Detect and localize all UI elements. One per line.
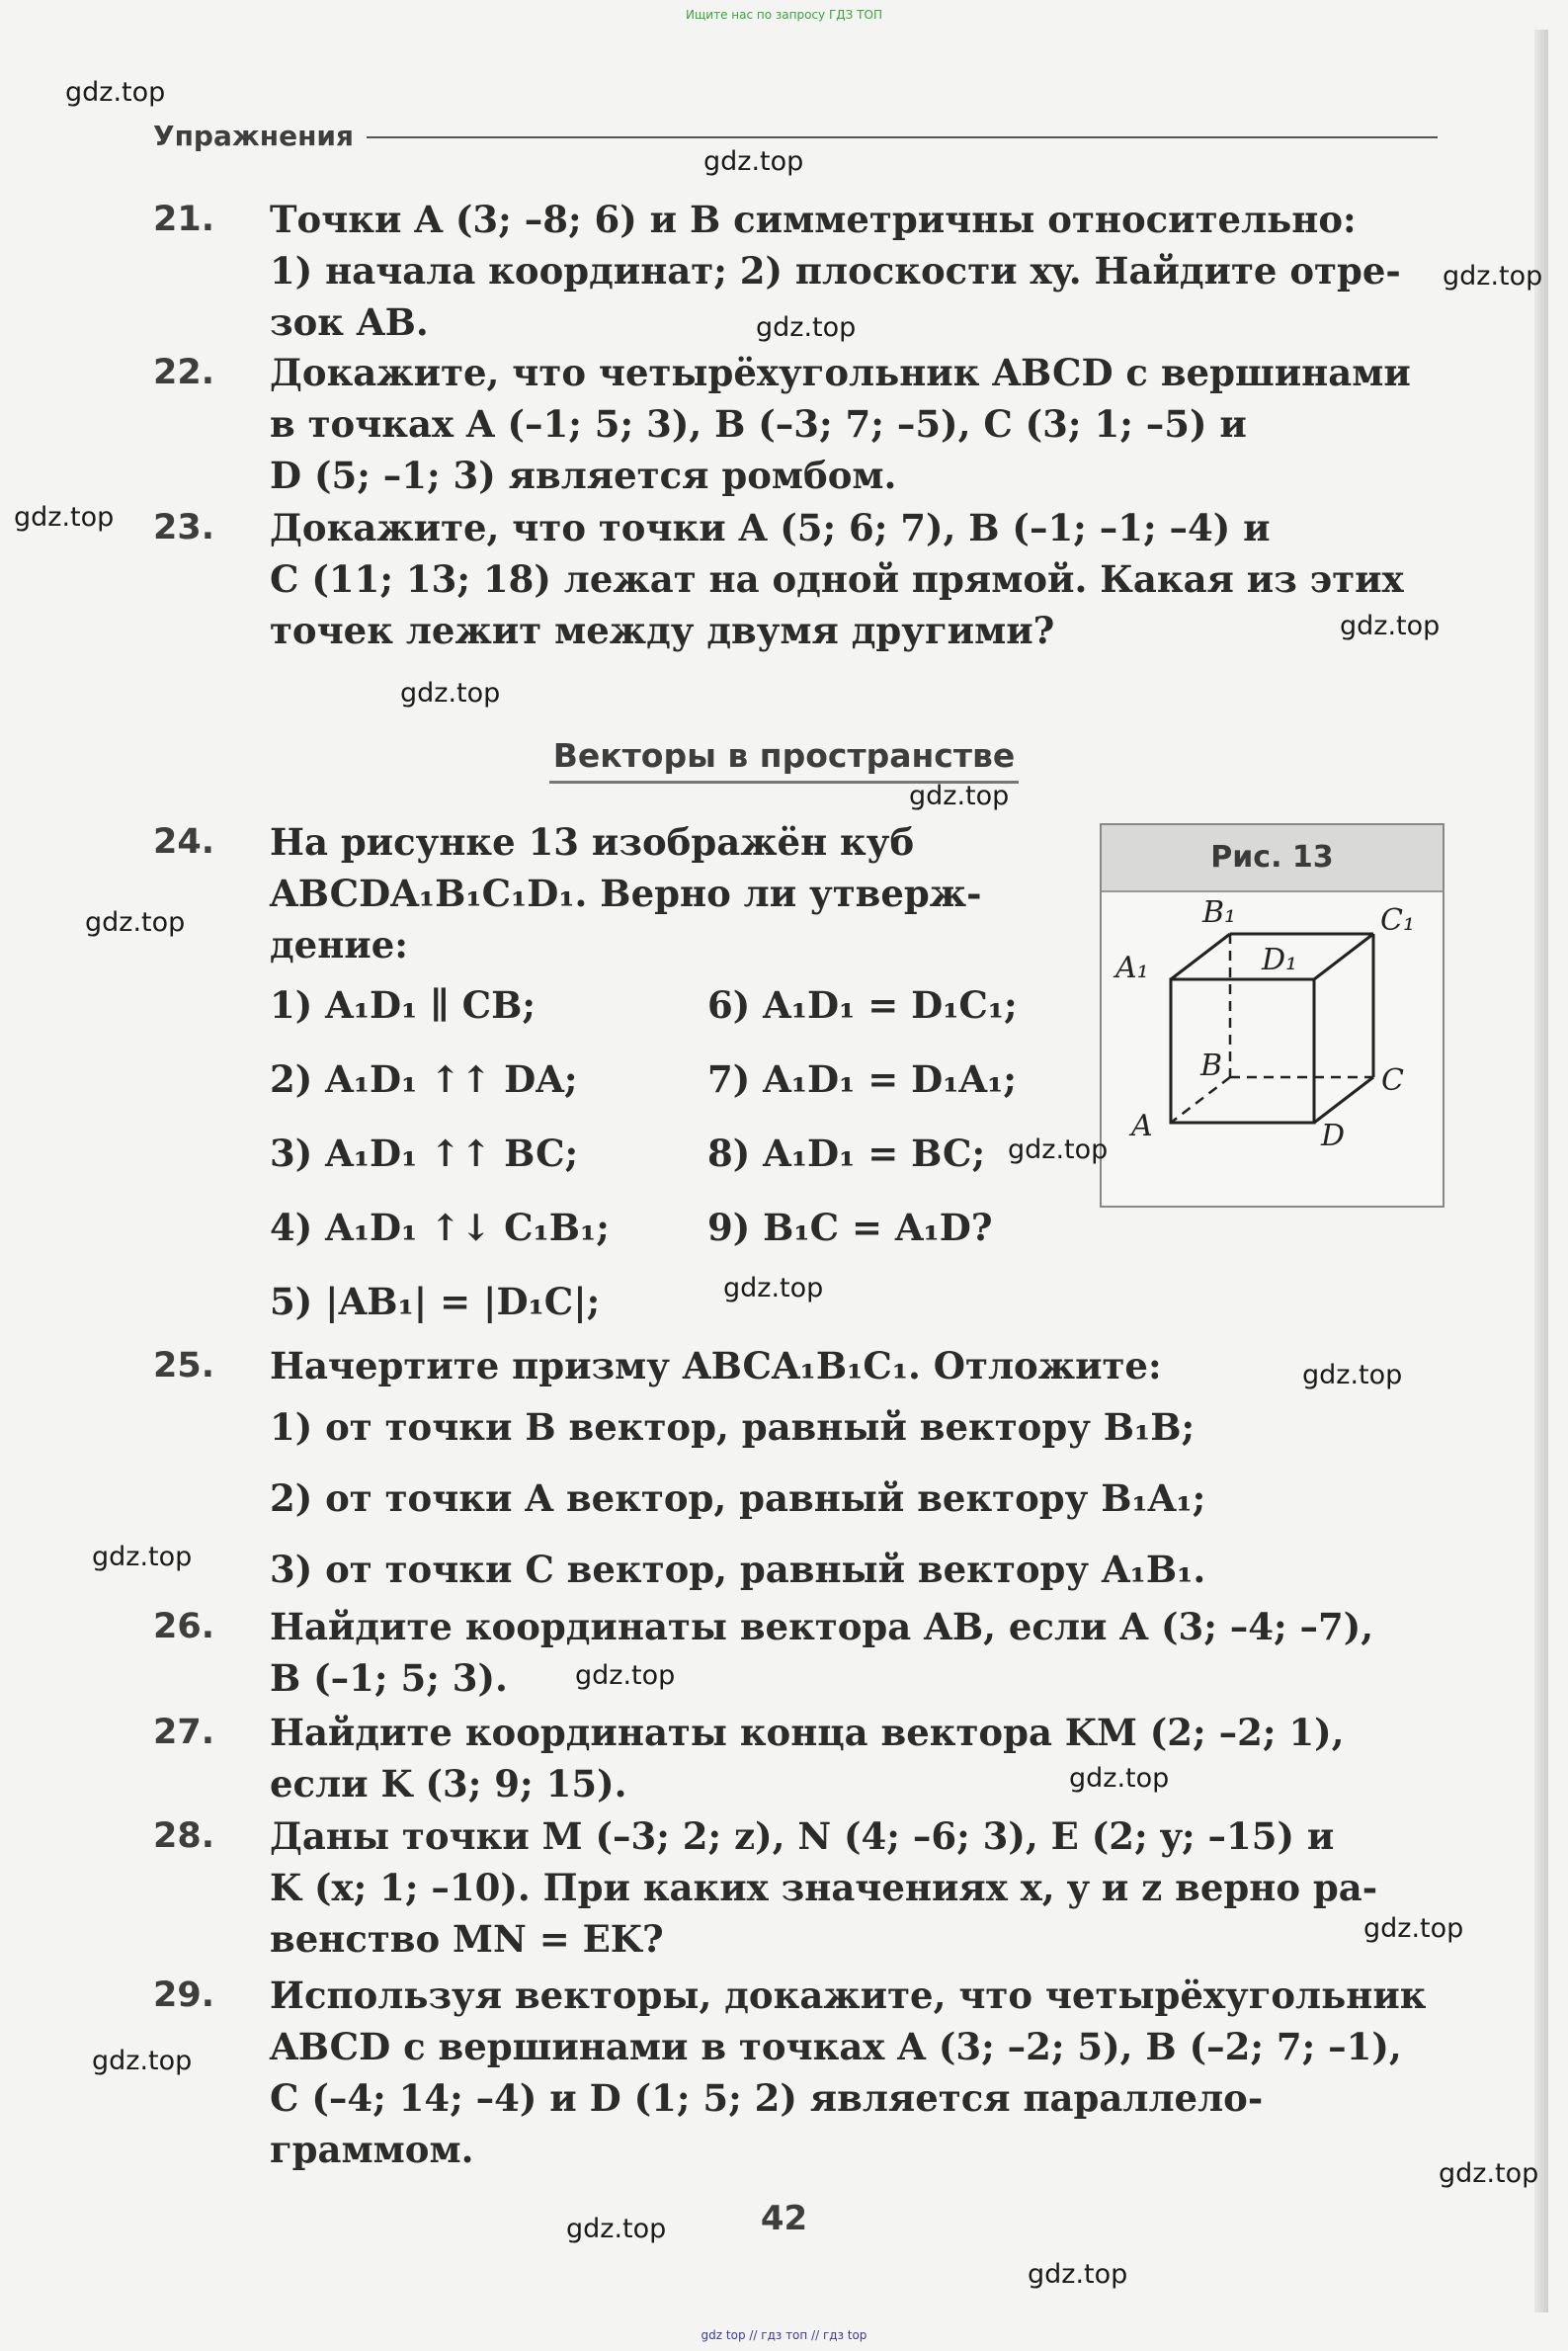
vertex-label-a1: A₁ (1115, 951, 1149, 985)
subsection-header (0, 736, 1568, 775)
exercise-text (270, 1810, 1438, 1965)
ex24-item: 1) A₁D₁ ∥ CB; (270, 983, 536, 1027)
ex24-item: 3) A₁D₁ ↑↑ BC; (270, 1132, 579, 1175)
ex24-item: 7) A₁D₁ = D₁A₁; (707, 1057, 1017, 1101)
watermark-text: gdz.top (85, 907, 186, 938)
watermark-text: gdz.top (723, 1273, 824, 1303)
cube-front-face (1171, 979, 1314, 1123)
watermark-text: gdz.top (1302, 1360, 1403, 1390)
cube-edge (1171, 934, 1230, 979)
text-line: Докажите, что точки A (5; 6; 7), B (–1; –1; –4) и (270, 506, 1271, 549)
text-line: Даны точки M (–3; 2; z), N (4; –6; 3), E (2; y; –15) и (270, 1814, 1335, 1858)
watermark-text: gdz.top (909, 781, 1010, 811)
vertex-label-d1: D₁ (1262, 943, 1298, 977)
exercise-text (270, 1970, 1438, 2175)
text-line: венство MN = EK? (270, 1917, 664, 1961)
ex24-items-right (707, 968, 1018, 1265)
watermark-text: gdz.top (14, 502, 115, 533)
watermark-text: gdz.top (1439, 2158, 1539, 2189)
text-line: Начертите призму ABCA₁B₁C₁. Отложите: (270, 1344, 1162, 1387)
exercise-number: 22. (153, 353, 215, 392)
exercise-number: 28. (153, 1816, 215, 1856)
section-rule (367, 136, 1438, 138)
exercise-number: 21. (153, 200, 215, 239)
text-line: Используя векторы, докажите, что четырёхугольник (270, 1973, 1427, 2017)
text-line: K (x; 1; –10). При каких значениях x, y и z верно ра- (270, 1866, 1378, 1909)
ex24-item: 4) A₁D₁ ↑↓ C₁B₁; (270, 1206, 610, 1249)
text-line: точек лежит между двумя другими? (270, 609, 1055, 652)
text-line: C (11; 13; 18) лежат на одной прямой. Какая из этих (270, 557, 1404, 601)
ex24-item: 5) |AB₁| = |D₁C|; (270, 1280, 601, 1323)
text-line: граммом. (270, 2128, 474, 2171)
exercise-number: 26. (153, 1607, 215, 1646)
text-line: ABCDA₁B₁C₁D₁. Верно ли утверж- (270, 872, 982, 915)
exercise-text (270, 1340, 1438, 1605)
ex24-items-left (270, 968, 610, 1339)
exercise-text (270, 1707, 1438, 1809)
exercise-text (270, 1601, 1438, 1704)
cube-edge (1314, 1077, 1373, 1123)
watermark-text: gdz.top (566, 2214, 667, 2244)
text-line: B (–1; 5; 3). (270, 1656, 508, 1700)
ex24-item: 2) A₁D₁ ↑↑ DA; (270, 1057, 578, 1101)
vertex-label-a: A (1131, 1109, 1153, 1143)
cube-hidden-edge (1171, 1077, 1230, 1123)
vertex-label-b: B (1200, 1049, 1223, 1083)
ex24-item: 6) A₁D₁ = D₁C₁; (707, 983, 1018, 1027)
subsection-title: Векторы в пространстве (549, 736, 1019, 784)
text-line: Найдите координаты вектора AB, если A (3; –4; –7), (270, 1605, 1374, 1648)
exercise-text (270, 502, 1441, 656)
vertex-label-c1: C₁ (1380, 903, 1415, 938)
text-line: 2) от точки A вектор, равный вектору B₁A₁; (270, 1476, 1206, 1520)
vertex-label-b1: B₁ (1202, 895, 1237, 930)
watermark-text: gdz.top (92, 1542, 193, 1572)
section-title: Упражнения (153, 120, 355, 152)
exercise-number: 24. (153, 822, 215, 862)
exercise-number: 25. (153, 1346, 215, 1385)
cube-edge (1314, 934, 1373, 979)
exercise-number: 29. (153, 1975, 215, 2015)
watermark-text: gdz.top (1340, 611, 1441, 641)
page-edge-shadow (1534, 30, 1548, 2312)
figure-13 (1100, 823, 1444, 1208)
exercise-number: 27. (153, 1713, 215, 1752)
watermark-text: gdz.top (400, 678, 501, 709)
text-line: Найдите координаты конца вектора KM (2; –2; 1), (270, 1711, 1345, 1754)
exercise-number: 23. (153, 508, 215, 547)
page-number: 42 (760, 2199, 808, 2238)
cube-diagram (1102, 892, 1443, 1206)
vertex-label-c: C (1381, 1063, 1404, 1098)
text-line: в точках A (–1; 5; 3), B (–3; 7; –5), C (3; 1; –5) и (270, 402, 1247, 446)
watermark-text: gdz.top (703, 146, 804, 177)
text-line: 3) от точки C вектор, равный вектору A₁B₁. (270, 1548, 1206, 1591)
exercise-text (270, 347, 1438, 501)
text-line: C (–4; 14; –4) и D (1; 5; 2) является параллело- (270, 2076, 1264, 2120)
text-line: Докажите, что четырёхугольник ABCD с вершинами (270, 351, 1411, 394)
watermark-text: gdz.top (1069, 1763, 1170, 1794)
exercise-text (270, 816, 1042, 970)
text-line: 1) от точки B вектор, равный вектору B₁B; (270, 1405, 1196, 1449)
text-line: 1) начала координат; 2) плоскости xy. Найдите отре- (270, 249, 1401, 293)
text-line: На рисунке 13 изображён куб (270, 820, 915, 864)
top-banner: Ищите нас по запросу ГДЗ ТОП (686, 8, 882, 22)
watermark-text: gdz.top (575, 1660, 676, 1691)
ex24-item: 9) B₁C = A₁D? (707, 1206, 993, 1249)
watermark-text: gdz.top (1363, 1913, 1464, 1944)
watermark-text: gdz.top (1008, 1134, 1109, 1165)
text-line: ABCD с вершинами в точках A (3; –2; 5), B (–2; 7; –1), (270, 2025, 1402, 2068)
watermark-text: gdz.top (92, 2046, 193, 2076)
figure-caption: Рис. 13 (1102, 825, 1443, 892)
text-line: если K (3; 9; 15). (270, 1762, 627, 1805)
vertex-label-d: D (1321, 1119, 1346, 1153)
text-line: зок AB. (270, 300, 429, 344)
ex24-item: 8) A₁D₁ = BC; (707, 1132, 986, 1175)
bottom-banner: gdz top // гдз топ // гдз top (701, 2328, 867, 2342)
watermark-text: gdz.top (1443, 261, 1543, 292)
text-line: Точки A (3; –8; 6) и B симметричны относительно: (270, 198, 1357, 241)
watermark-text: gdz.top (1028, 2259, 1128, 2290)
text-line: D (5; –1; 3) является ромбом. (270, 454, 897, 497)
watermark-text: gdz.top (65, 77, 166, 108)
text-line: дение: (270, 923, 408, 966)
watermark-text: gdz.top (756, 312, 857, 343)
